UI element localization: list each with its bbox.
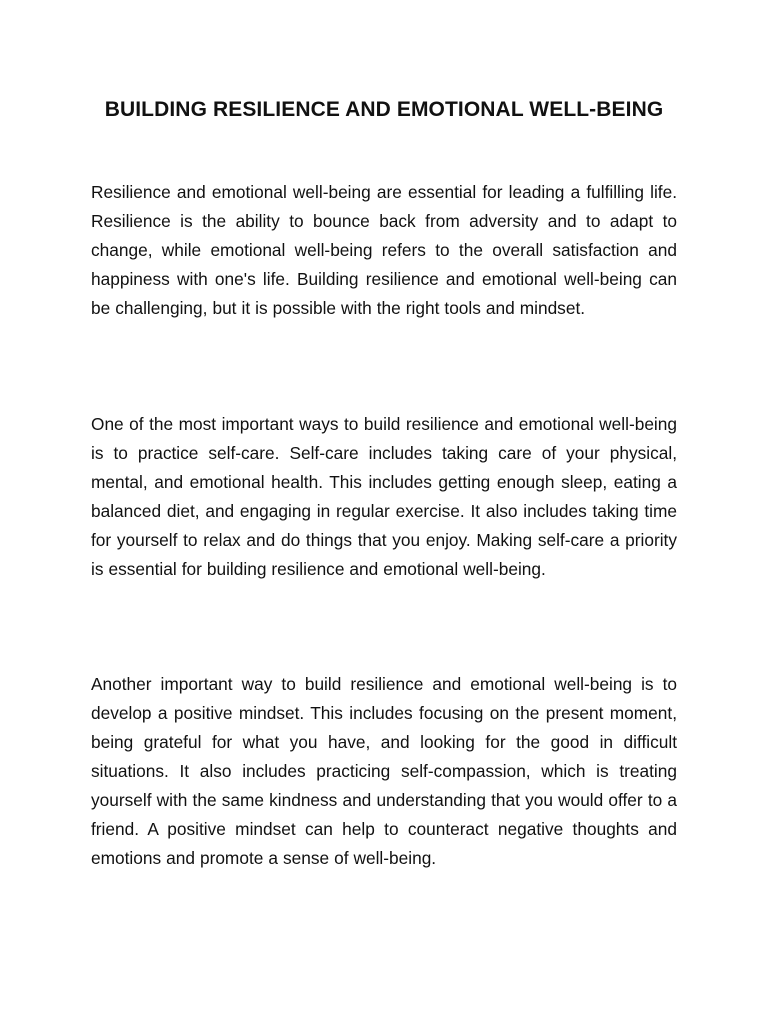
paragraph-positive-mindset: Another important way to build resilience and emotional well-being is to develop a positive mindset. This includes focusing on the present moment, being grateful for what you have, and looking for the good in difficult situations. It also includes practicing self-compassion, which is treating yourself with the same kindness and understanding that you would offer to a friend. A positive mindset can help to counteract negative thoughts and emotions and promote a sense of well-being. <box>91 674 677 868</box>
paragraph-self-care: One of the most important ways to build resilience and emotional well-being is to practice self-care. Self-care includes taking care of your physical, mental, and emotional health. This includes getting enough sleep, eating a balanced diet, and engaging in regular exercise. It also includes taking time for yourself to relax and do things that you enjoy. Making self-care a priority is essential for building resilience and emotional well-being. <box>91 414 677 579</box>
document-title: BUILDING RESILIENCE AND EMOTIONAL WELL-BEING <box>104 98 664 121</box>
paragraph-intro: Resilience and emotional well-being are essential for leading a fulfilling life. Resilience is the ability to bounce back from adversity and to adapt to change, while emotional well-being refers to the overall satisfaction and happiness with one's life. Building resilience and emotional well-being can be challenging, but it is possible with the right tools and mindset. <box>91 182 677 318</box>
